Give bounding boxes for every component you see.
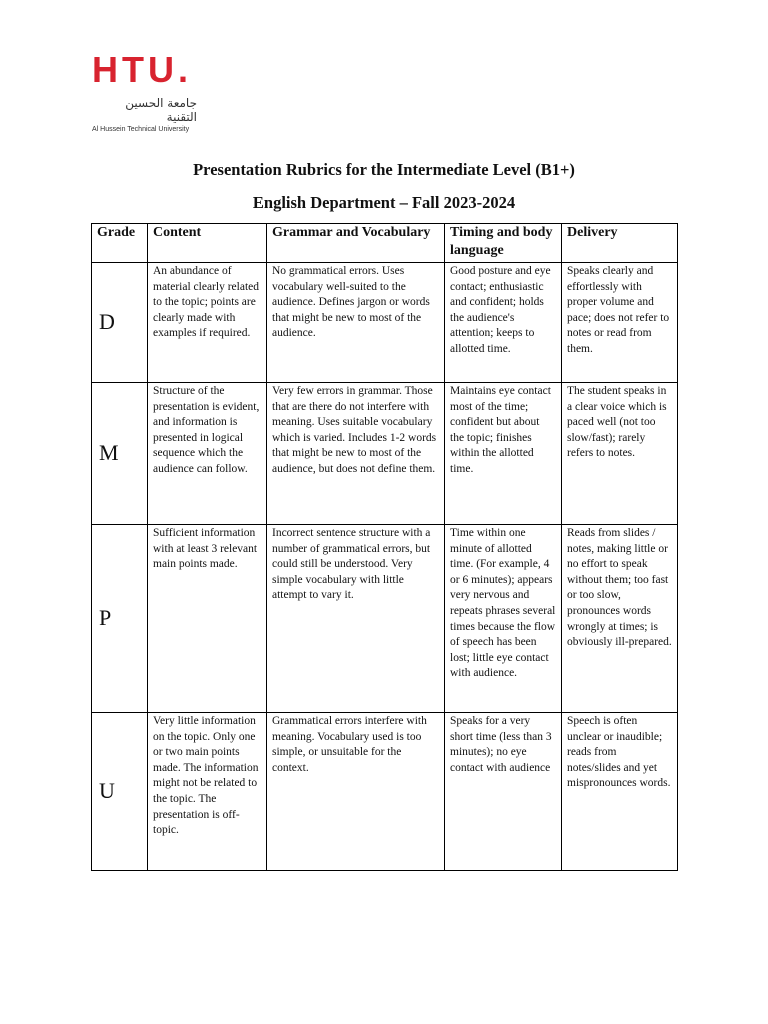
delivery-cell: The student speaks in a clear voice which is paced well (not too slow/fast); rarely refers to notes.: [562, 383, 678, 525]
header-timing: Timing and body language: [445, 224, 562, 263]
table-row: [92, 263, 678, 383]
grammar-cell: Grammatical errors interfere with meaning. Vocabulary used is too simple, or unsuitable for the context.: [267, 713, 445, 871]
grammar-cell: Incorrect sentence structure with a number of grammatical errors, but could still be understood. Very simple vocabulary with little attempt to vary it.: [267, 525, 445, 713]
header-delivery: Delivery: [562, 224, 678, 263]
document-title: Presentation Rubrics for the Intermediate Level (B1+): [193, 160, 575, 179]
grammar-cell: Very few errors in grammar. Those that are there do not interfere with meaning. Uses suitable vocabulary which is varied. Includes 1-2 words that might be new to most of the audience, but does not define them.: [267, 383, 445, 525]
university-logo: [92, 49, 232, 133]
header-grade: Grade: [92, 224, 148, 263]
logo-arabic-name: جامعة الحسين التقنية: [125, 96, 197, 124]
table-row: [92, 525, 678, 713]
header-row: [92, 224, 678, 263]
timing-cell: Speaks for a very short time (less than 3 minutes); no eye contact with audience: [445, 713, 562, 871]
grammar-cell: No grammatical errors. Uses vocabulary well-suited to the audience. Defines jargon or words that might be new to most of the audience.: [267, 263, 445, 383]
logo-english-name: Al Hussein Technical University: [92, 126, 190, 133]
content-cell: Sufficient information with at least 3 relevant main points made.: [148, 525, 267, 713]
table-row: [92, 383, 678, 525]
delivery-cell: Speech is often unclear or inaudible; reads from notes/slides and yet mispronounces words.: [562, 713, 678, 871]
table-row: [92, 713, 678, 871]
grade-cell: M: [92, 383, 148, 525]
content-cell: An abundance of material clearly related to the topic; points are clearly made with examples if required.: [148, 263, 267, 383]
logo-mark: HTU.: [92, 49, 192, 90]
grade-cell: P: [92, 525, 148, 713]
timing-cell: Maintains eye contact most of the time; confident but about the topic; finishes within the allotted time.: [445, 383, 562, 525]
header-content: Content: [148, 224, 267, 263]
delivery-cell: Reads from slides / notes, making little or no effort to speak without them; too fast or too slow, pronounces words wrongly at times; is obviously ill-prepared.: [562, 525, 678, 713]
delivery-cell: Speaks clearly and effortlessly with proper volume and pace; does not refer to notes or read from them.: [562, 263, 678, 383]
content-cell: Structure of the presentation is evident, and information is presented in logical sequence which the audience can follow.: [148, 383, 267, 525]
timing-cell: Good posture and eye contact; enthusiastic and confident; holds the audience's attention; keeps to allotted time.: [445, 263, 562, 383]
rubric-table: [91, 223, 678, 871]
grade-cell: U: [92, 713, 148, 871]
header-grammar: Grammar and Vocabulary: [267, 224, 445, 263]
document-subtitle: English Department – Fall 2023-2024: [252, 193, 516, 212]
timing-cell: Time within one minute of allotted time. (For example, 4 or 6 minutes); appears very nervous and repeats phrases several times because the flow of speech has been lost; little eye contact with audience.: [445, 525, 562, 713]
content-cell: Very little information on the topic. Only one or two main points made. The information might not be related to the topic. The presentation is off-topic.: [148, 713, 267, 871]
grade-cell: D: [92, 263, 148, 383]
